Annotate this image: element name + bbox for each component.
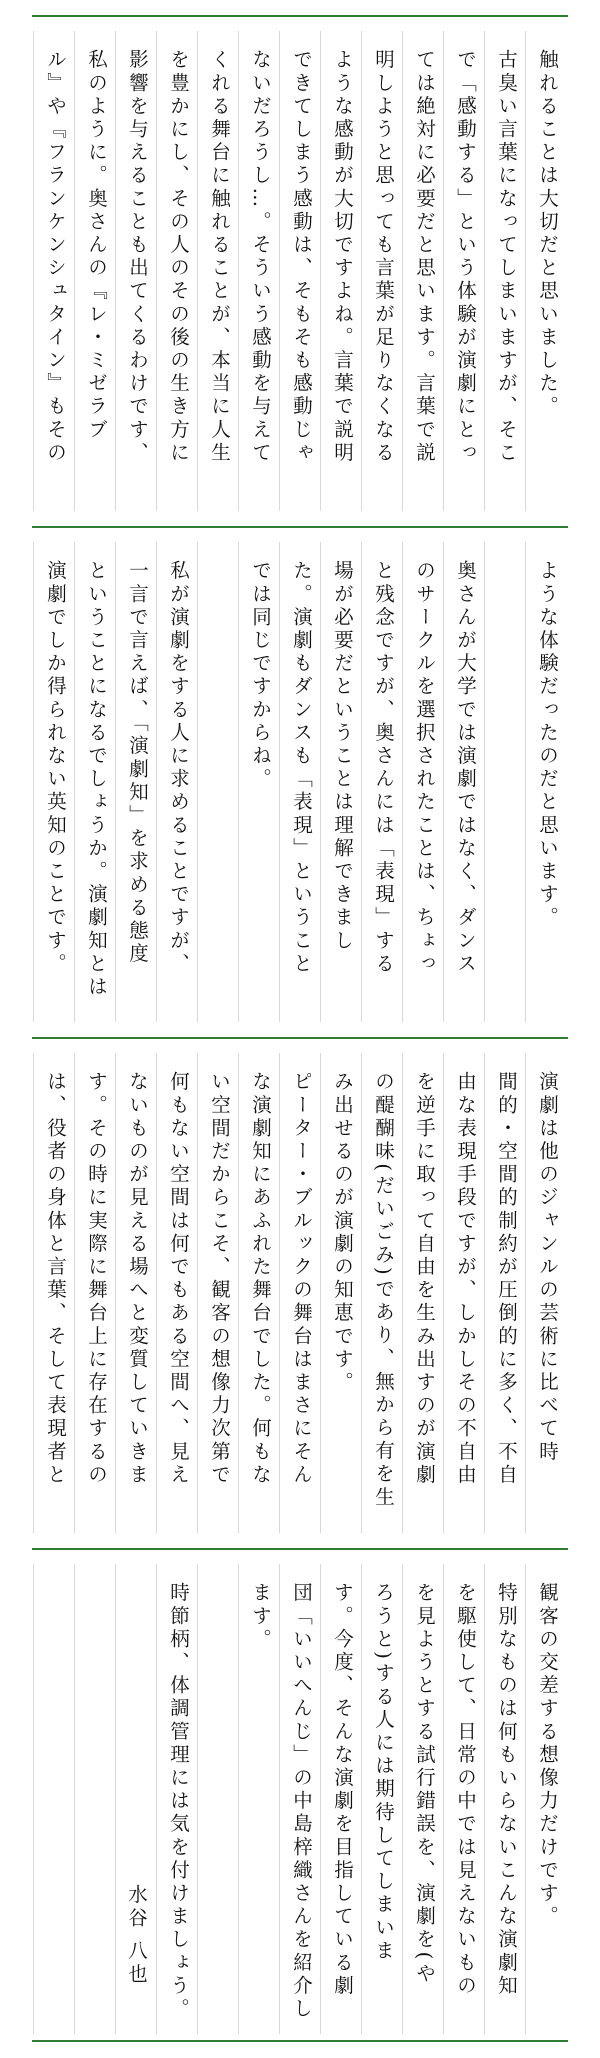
column-text: ような感動が大切ですよね。言葉で説明	[331, 49, 354, 465]
text-column	[156, 31, 199, 511]
column-text: 団「いいへんじ」の中島梓織さんを紹介し	[290, 1582, 313, 2021]
text-column	[443, 1053, 486, 1533]
text-column	[402, 1053, 445, 1533]
column-text: 何もない空間は何でもある空間へ、見え	[167, 1071, 190, 1487]
text-column	[361, 1053, 404, 1533]
text-column	[443, 31, 486, 511]
text-column	[197, 1053, 240, 1533]
column-text: 私のように。奥さんの『レ・ミゼラブ	[85, 49, 108, 442]
text-column	[279, 1564, 322, 2034]
column-text: ということになるでしょうか。演劇知とは	[85, 560, 108, 999]
column-text: 時節柄、体調管理には気を付けましょう。	[167, 1582, 190, 2021]
column-text: で「感動する」という体験が演劇にとっ	[454, 49, 477, 465]
text-column	[115, 1053, 158, 1533]
column-text: の醍醐味(だいごみ)であり、無から有を生	[372, 1071, 395, 1510]
text-column	[74, 542, 117, 1022]
column-text: す。その時に実際に舞台上に存在するの	[85, 1071, 108, 1487]
text-column	[279, 31, 322, 511]
text-column	[361, 31, 404, 511]
text-column	[484, 31, 527, 511]
column-text: 間的・空間的制約が圧倒的に多く、不自	[495, 1071, 518, 1487]
text-column	[197, 542, 240, 1022]
text-column	[525, 1564, 568, 2034]
column-text: ないものが見える場へと変質していきま	[126, 1071, 149, 1487]
column-text: 古臭い言葉になってしまいますが、そこ	[495, 49, 518, 465]
column-text: 奥さんが大学では演劇ではなく、ダンス	[454, 560, 477, 976]
column-text: ないだろうし…。そういう感動を与えて	[249, 49, 272, 465]
column-text: 明しようと思っても言葉が足りなくなる	[372, 49, 395, 465]
text-column	[156, 1564, 199, 2034]
column-text: 観客の交差する想像力だけです。	[536, 1582, 559, 1929]
text-column	[197, 1564, 240, 2034]
text-column	[320, 542, 363, 1022]
column-text: を見ようとする試行錯誤を、演劇を(や	[413, 1582, 436, 1986]
text-column	[156, 1053, 199, 1533]
text-column	[484, 1053, 527, 1533]
text-panel-2	[32, 542, 568, 1022]
column-text: できてしまう感動は、そもそも感動じゃ	[290, 49, 313, 465]
text-column	[279, 542, 322, 1022]
column-text: す。今度、そんな演劇を目指している劇	[331, 1582, 354, 1998]
author-signature: 水谷 八也	[125, 1884, 148, 1987]
column-text: のサークルを選択されたことは、ちょっ	[413, 560, 436, 976]
column-text: 影響を与えることも出てくるわけです、	[126, 49, 149, 465]
column-text: ル』や『フランケンシュタイン』もその	[44, 49, 67, 465]
column-text: ような体験だったのだと思います。	[536, 560, 559, 930]
text-column	[484, 1564, 527, 2034]
section-divider	[32, 526, 568, 528]
column-text: ピーター・ブルックの舞台はまさにそん	[290, 1071, 313, 1487]
column-text: と残念ですが、奥さんには「表現」する	[372, 560, 395, 976]
column-text: た。演劇もダンスも「表現」ということ	[290, 560, 313, 976]
text-column	[279, 1053, 322, 1533]
column-text: 特別なものは何もいらないこんな演劇知	[495, 1582, 518, 1998]
column-text: を豊かにし、その人のその後の生き方に	[167, 49, 190, 465]
text-column	[238, 542, 281, 1022]
text-column	[361, 1564, 404, 2034]
column-text: ます。	[249, 1582, 272, 1652]
column-text: くれる舞台に触れることが、本当に人生	[208, 49, 231, 465]
column-text: は、役者の身体と言葉、そして表現者と	[44, 1071, 67, 1487]
section-divider	[32, 2040, 568, 2042]
text-column	[115, 31, 158, 511]
text-column	[525, 1053, 568, 1533]
column-text: ては絶対に必要だと思います。言葉で説	[413, 49, 436, 465]
text-column	[33, 542, 76, 1022]
text-column	[320, 31, 363, 511]
text-column	[361, 542, 404, 1022]
column-text: 演劇は他のジャンルの芸術に比べて時	[536, 1071, 559, 1464]
text-column	[238, 1053, 281, 1533]
column-text: 演劇でしか得られない英知のことです。	[44, 560, 67, 976]
text-column	[525, 31, 568, 511]
text-column	[33, 1053, 76, 1533]
text-column	[320, 1564, 363, 2034]
text-column	[115, 542, 158, 1022]
text-column	[33, 1564, 76, 2034]
column-text: 由な表現手段ですが、しかしその不自由	[454, 1071, 477, 1487]
text-column	[197, 31, 240, 511]
column-text: み出せるのが演劇の知恵です。	[331, 1071, 354, 1395]
text-panel-3	[32, 1053, 568, 1533]
column-text: を逆手に取って自由を生み出すのが演劇	[413, 1071, 436, 1487]
column-text: では同じですからね。	[249, 560, 272, 791]
section-divider	[32, 15, 568, 17]
column-text: ろうと)する人には期待してしまいま	[372, 1582, 395, 1963]
text-column	[525, 542, 568, 1022]
text-panel-4	[32, 1564, 568, 2034]
text-column	[402, 31, 445, 511]
text-panel-1	[32, 31, 568, 511]
column-text: 一言で言えば、「演劇知」を求める態度	[126, 560, 149, 967]
text-column	[238, 31, 281, 511]
text-column	[320, 1053, 363, 1533]
column-text: 場が必要だということは理解できまし	[331, 560, 354, 953]
section-divider	[32, 1037, 568, 1039]
column-text: を駆使して、日常の中では見えないもの	[454, 1582, 477, 1998]
column-text: 私が演劇をする人に求めることですが、	[167, 560, 190, 976]
text-column	[33, 31, 76, 511]
column-text: 触れることは大切だと思いました。	[536, 49, 559, 419]
text-column	[238, 1564, 281, 2034]
text-column	[484, 542, 527, 1022]
section-divider	[32, 1548, 568, 1550]
text-column	[156, 542, 199, 1022]
text-column	[74, 1564, 117, 2034]
column-text: い空間だからこそ、観客の想像力次第で	[208, 1071, 231, 1487]
text-column	[443, 542, 486, 1022]
text-column	[443, 1564, 486, 2034]
text-column	[402, 542, 445, 1022]
text-column	[74, 31, 117, 511]
text-column	[74, 1053, 117, 1533]
text-column	[402, 1564, 445, 2034]
column-text: な演劇知にあふれた舞台でした。何もな	[249, 1071, 272, 1487]
